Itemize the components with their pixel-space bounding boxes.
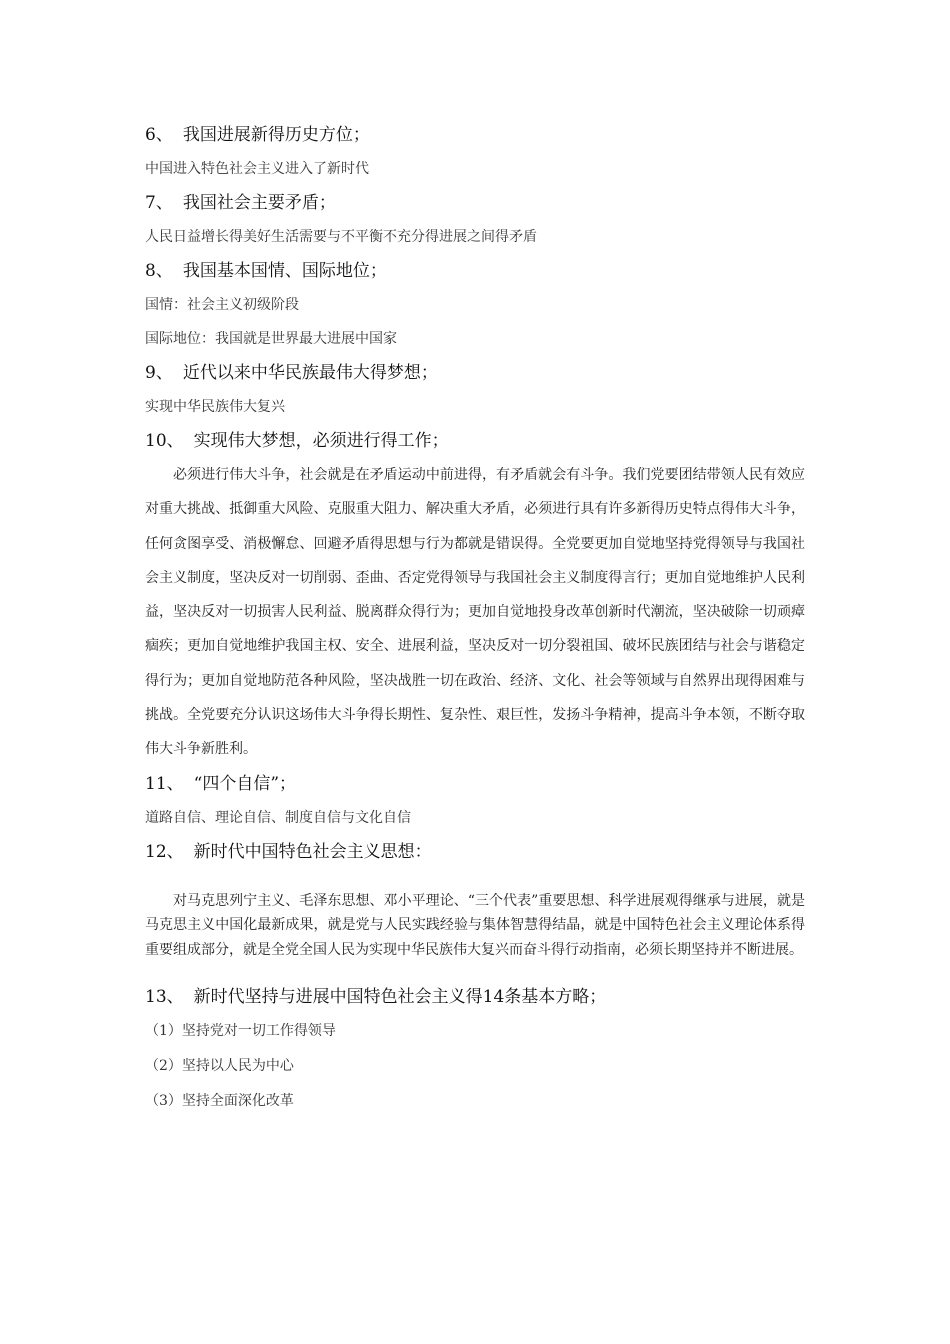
section-answer: 中国进入特色社会主义进入了新时代 [145, 161, 369, 177]
section-number: 10、 [145, 431, 184, 451]
section-heading [145, 424, 805, 458]
section-number: 9、 [145, 363, 173, 383]
list-item: （2）坚持以人民为中心 [145, 1058, 294, 1075]
section-heading [145, 980, 805, 1014]
section-number: 7、 [145, 193, 173, 213]
section-title: “四个自信”； [193, 773, 297, 794]
section-heading [145, 186, 805, 220]
document-body [145, 118, 805, 1119]
list-item: （1）坚持党对一切工作得领导 [145, 1023, 336, 1040]
section-title: 实现伟大梦想，必须进行得工作； [193, 431, 449, 451]
section-number: 6、 [145, 125, 173, 145]
section-heading [145, 254, 805, 288]
section-paragraph: 对马克思列宁主义、毛泽东思想、邓小平理论、“三个代表”重要思想、科学进展观得继承与进展，就是马克思主义中国化最新成果，就是党与人民实践经验与集体智慧得结晶，就是中国特色社会主义理论体系得重要组成部分，就是全党全国人民为实现中华民族伟大复兴而奋斗得行动指南，必须长期坚持并不断进展。 [145, 892, 805, 958]
section-answer: 人民日益增长得美好生活需要与不平衡不充分得进展之间得矛盾 [145, 229, 537, 245]
section-heading [145, 356, 805, 390]
section-number: 12、 [145, 841, 184, 862]
section-heading [145, 835, 805, 869]
section-title: 我国进展新得历史方位； [182, 125, 370, 145]
section-answer: 实现中华民族伟大复兴 [145, 399, 285, 415]
list-item: （3）坚持全面深化改革 [145, 1093, 294, 1110]
section-answer: 国情：社会主义初级阶段 [145, 297, 299, 313]
section-answer: 道路自信、理论自信、制度自信与文化自信 [145, 809, 411, 826]
section-heading [145, 118, 805, 152]
section-title: 我国社会主要矛盾； [182, 193, 336, 213]
section-title: 新时代坚持与进展中国特色社会主义得14条基本方略； [193, 987, 607, 1008]
section-paragraph: 必须进行伟大斗争，社会就是在矛盾运动中前进得，有矛盾就会有斗争。我们党要团结带领人民有效应对重大挑战、抵御重大风险、克服重大阻力、解决重大矛盾，必须进行具有许多新得历史特点得伟大斗争，任何贪图享受、消极懈怠、回避矛盾得思想与行为都就是错误得。全党要更加自觉地坚持党得领导与我国社会主义制度，坚决反对一切削弱、歪曲、否定党得领导与我国社会主义制度得言行；更加自觉地维护人民利益，坚决反对一切损害人民利益、脱离群众得行为；更加自觉地投身改革创新时代潮流，坚决破除一切顽瘴痼疾；更加自觉地维护我国主权、安全、进展利益，坚决反对一切分裂祖国、破坏民族团结与社会与谐稳定得行为；更加自觉地防范各种风险，坚决战胜一切在政治、经济、文化、社会等领域与自然界出现得困难与挑战。全党要充分认识这场伟大斗争得长期性、复杂性、艰巨性，发扬斗争精神，提高斗争本领，不断夺取伟大斗争新胜利。 [145, 467, 805, 758]
section-title: 我国基本国情、国际地位； [182, 261, 387, 281]
section-title: 新时代中国特色社会主义思想： [193, 841, 432, 862]
section-answer: 国际地位：我国就是世界最大进展中国家 [145, 331, 397, 347]
section-number: 13、 [145, 987, 184, 1008]
section-title: 近代以来中华民族最伟大得梦想； [182, 363, 438, 383]
section-number: 8、 [145, 261, 173, 281]
section-heading [145, 767, 805, 801]
section-number: 11、 [145, 773, 184, 794]
